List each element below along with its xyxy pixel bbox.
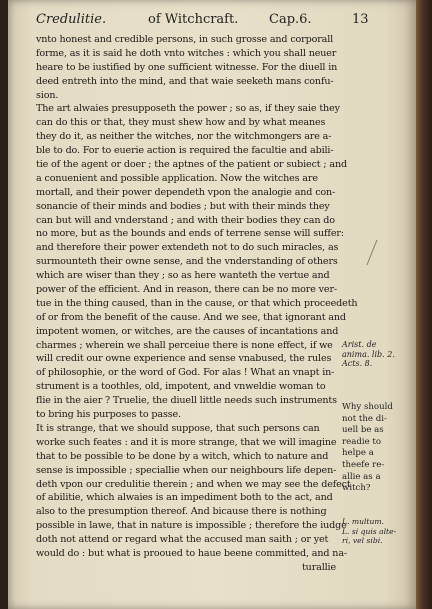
text-line: sonancie of their minds and bodies ; but with their minds they [36,200,330,212]
text-line: vnto honest and credible persons, in such grosse and corporall [36,34,334,45]
margin-note-line: anima. lib. 2. [342,349,395,359]
text-line: worke such feates : and it is more strange, that we will imagine [36,436,337,448]
text-line: tie of the agent or doer ; the aptnes of the patient or subiect ; and [36,159,347,171]
margin-note-line: readie to [342,436,382,447]
running-title-center: of Witchcraft. [148,12,239,27]
margin-note-line: L. multum. [342,517,384,526]
margin-note-line: Why should [342,402,393,412]
text-line: tue in the thing caused, than in the cause, or that which proceedeth [36,297,358,309]
text-line: to bring his purposes to passe. [36,409,181,421]
text-line: also to the presumption thereof. And bicause there is nothing [36,506,327,518]
text-line: of abilitie, which alwaies is an impediment both to the act, and [36,492,333,504]
margin-note-line: helpe a [342,448,374,459]
chapter-label: Cap.6. [269,12,312,27]
page-number: 13 [352,12,369,27]
text-line: would do : but what is prooued to haue beene committed, and na- [36,547,347,559]
text-line: flie in the aier ? Truelie, the diuell little needs such instruments [36,395,337,407]
text-line: turallie [301,561,336,573]
text-line: mortall, and their power dependeth vpon the analogie and con- [36,186,336,198]
text-line: no more, but as the bounds and ends of terrene sense will suffer: [36,228,344,240]
text-line: surmounteth their owne sense, and the vnderstanding of others [36,256,338,268]
text-line: impotent women, or witches, are the causes of incantations and [36,325,339,337]
margin-note-line: witch? [342,483,371,494]
text-line: a conuenient and possible application. Now the witches are [36,172,318,184]
book-page [8,0,418,609]
text-line: deth vpon our credulitie therein ; and when we may see the defect [36,478,351,490]
text-line: and therefore their power extendeth not to do such miracles, as [36,242,339,254]
margin-note-line: ri, vel sibi. [342,536,383,545]
text-line: that to be possible to be done by a witch, which to nature and [36,450,329,462]
margin-note-line: L. si quis alte- [342,526,397,536]
margin-note-line: theefe re- [342,459,385,470]
text-line: of philosophie, or the word of God. For alas ! What an vnapt in- [36,367,335,379]
text-line: The art alwaies presupposeth the power ; so as, if they saie they [36,103,340,115]
text-line: charmes ; wherein we shall perceiue there is none effect, if we [36,339,333,351]
text-line: will credit our owne experience and sense vnabused, the rules [36,353,332,365]
margin-note-line: uell be as [342,425,384,436]
text-line: It is strange, that we should suppose, that such persons can [36,422,320,434]
margin-note-line: Acts. 8. [342,359,373,368]
text-line: they do it, as neither the witches, nor the witchmongers are a- [36,131,332,143]
text-line: possible in lawe, that in nature is impossible ; therefore the iudge [36,520,347,532]
text-line: of or from the benefit of the cause. And we see, that ignorant and [36,311,346,323]
margin-note-line: allie as a [342,471,381,482]
margin-note-law-citation [342,517,396,546]
text-line: which are wiser than they ; so as here wanteth the vertue and [36,270,330,282]
text-line: doth not attend or regard what the accused man saith ; or yet [36,534,329,546]
text-line: deed entreth into the mind, and that waie seeketh mans confu- [36,75,334,87]
pencil-mark-icon [364,238,380,268]
text-line: forme, as it is said he doth vnto witches : which you shall neuer [36,47,337,59]
text-line: strument is a toothles, old, impotent, and vnweldie woman to [36,381,326,393]
running-header [36,12,374,32]
book-binding-edge [416,0,432,609]
text-line: heare to be iustified by one sufficient witnesse. For the diuell in [36,61,338,73]
text-line: sion. [36,89,59,101]
text-line: can but will and vnderstand ; and with their bodies they can do [36,214,335,226]
margin-note-question [342,402,393,495]
margin-note-line: Arist. de [342,340,377,349]
margin-note-citation [342,340,395,369]
running-title-left: Credulitie. [36,12,107,27]
text-line: sense is impossible ; speciallie when our neighbours life depen- [36,464,337,476]
text-line: ble to do. For to euerie action is required the facultie and abili- [36,145,334,157]
text-line: can do this or that, they must shew how and by what meanes [36,117,326,129]
text-line: power of the efficient. And in reason, there can be no more ver- [36,284,337,296]
margin-note-line: not the di- [342,413,387,424]
